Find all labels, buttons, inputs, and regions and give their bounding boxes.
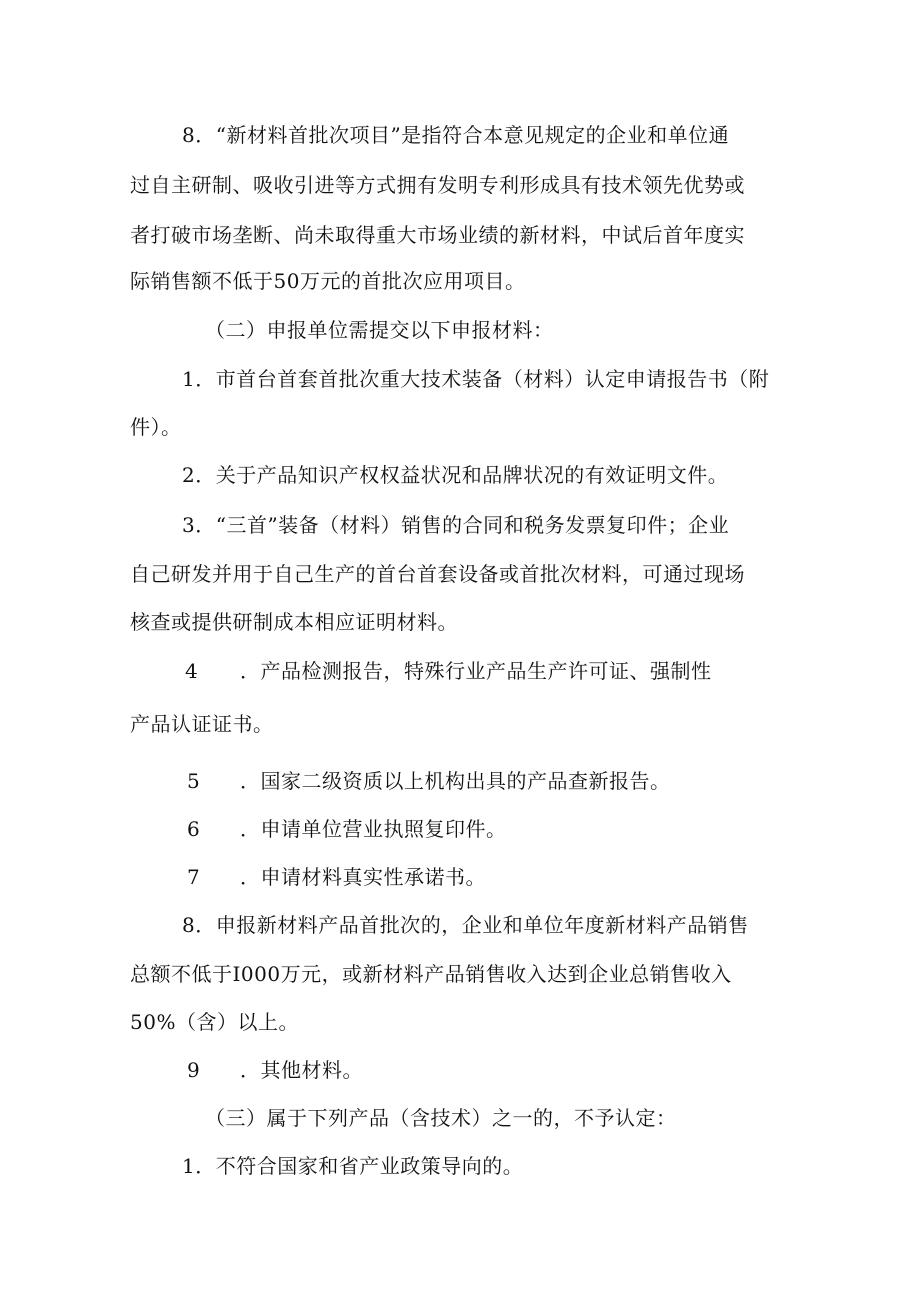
item-5-number: 5 (187, 769, 200, 793)
item-4-text: ．产品检测报告，特殊行业产品生产许可证、强制性 (240, 659, 712, 683)
item-7-text: ．申请材料真实性承诺书。 (240, 865, 486, 889)
item-2: 2．关于产品知识产权权益状况和品牌状况的有效证明文件。 (182, 463, 729, 487)
item-1-line-1: 1．市首台首套首批次重大技术装备（材料）认定申请报告书（附 (182, 367, 770, 391)
item-8-line-1: 8．申报新材料产品首批次的，企业和单位年度新材料产品销售 (182, 913, 749, 937)
paragraph-8-line-2: 过自主研制、吸收引进等方式拥有发明专利形成具有技术领先优势或 (130, 173, 745, 197)
paragraph-8-line-1: 8．“新材料首批次项目”是指符合本意见规定的企业和单位通 (182, 123, 730, 147)
item-3-line-2: 自己研发并用于自己生产的首台首套设备或首批次材料，可通过现场 (130, 562, 745, 586)
item-3-line-3: 核查或提供研制成本相应证明材料。 (130, 610, 458, 634)
item-9-number: 9 (187, 1058, 200, 1082)
section-3-heading: （三）属于下列产品（含技术）之一的，不予认定： (205, 1106, 677, 1130)
item-8-line-2: 总额不低于I000万元，或新材料产品销售收入达到企业总销售收入 (130, 962, 732, 986)
item-3-line-1: 3．“三首”装备（材料）销售的合同和税务发票复印件；企业 (182, 513, 730, 537)
item-5-text: ．国家二级资质以上机构出具的产品查新报告。 (240, 769, 671, 793)
item-4-line-2: 产品认证证书。 (130, 712, 274, 736)
paragraph-8-line-3: 者打破市场垄断、尚未取得重大市场业绩的新材料，中试后首年度实 (130, 223, 745, 247)
item-1-line-2: 件）。 (130, 415, 182, 439)
item-6-number: 6 (187, 817, 200, 841)
item-6-text: ．申请单位营业执照复印件。 (240, 817, 507, 841)
item-7-number: 7 (187, 865, 200, 889)
item-9-text: ．其他材料。 (240, 1058, 363, 1082)
section-2-heading: （二）申报单位需提交以下申报材料： (205, 318, 554, 342)
paragraph-8-line-4: 际销售额不低于50万元的首批次应用项目。 (130, 269, 526, 293)
item-4-number: 4 (185, 659, 198, 683)
item-8-line-3: 50%（含）以上。 (130, 1010, 299, 1034)
section-3-item-1: 1．不符合国家和省产业政策导向的。 (182, 1154, 524, 1178)
